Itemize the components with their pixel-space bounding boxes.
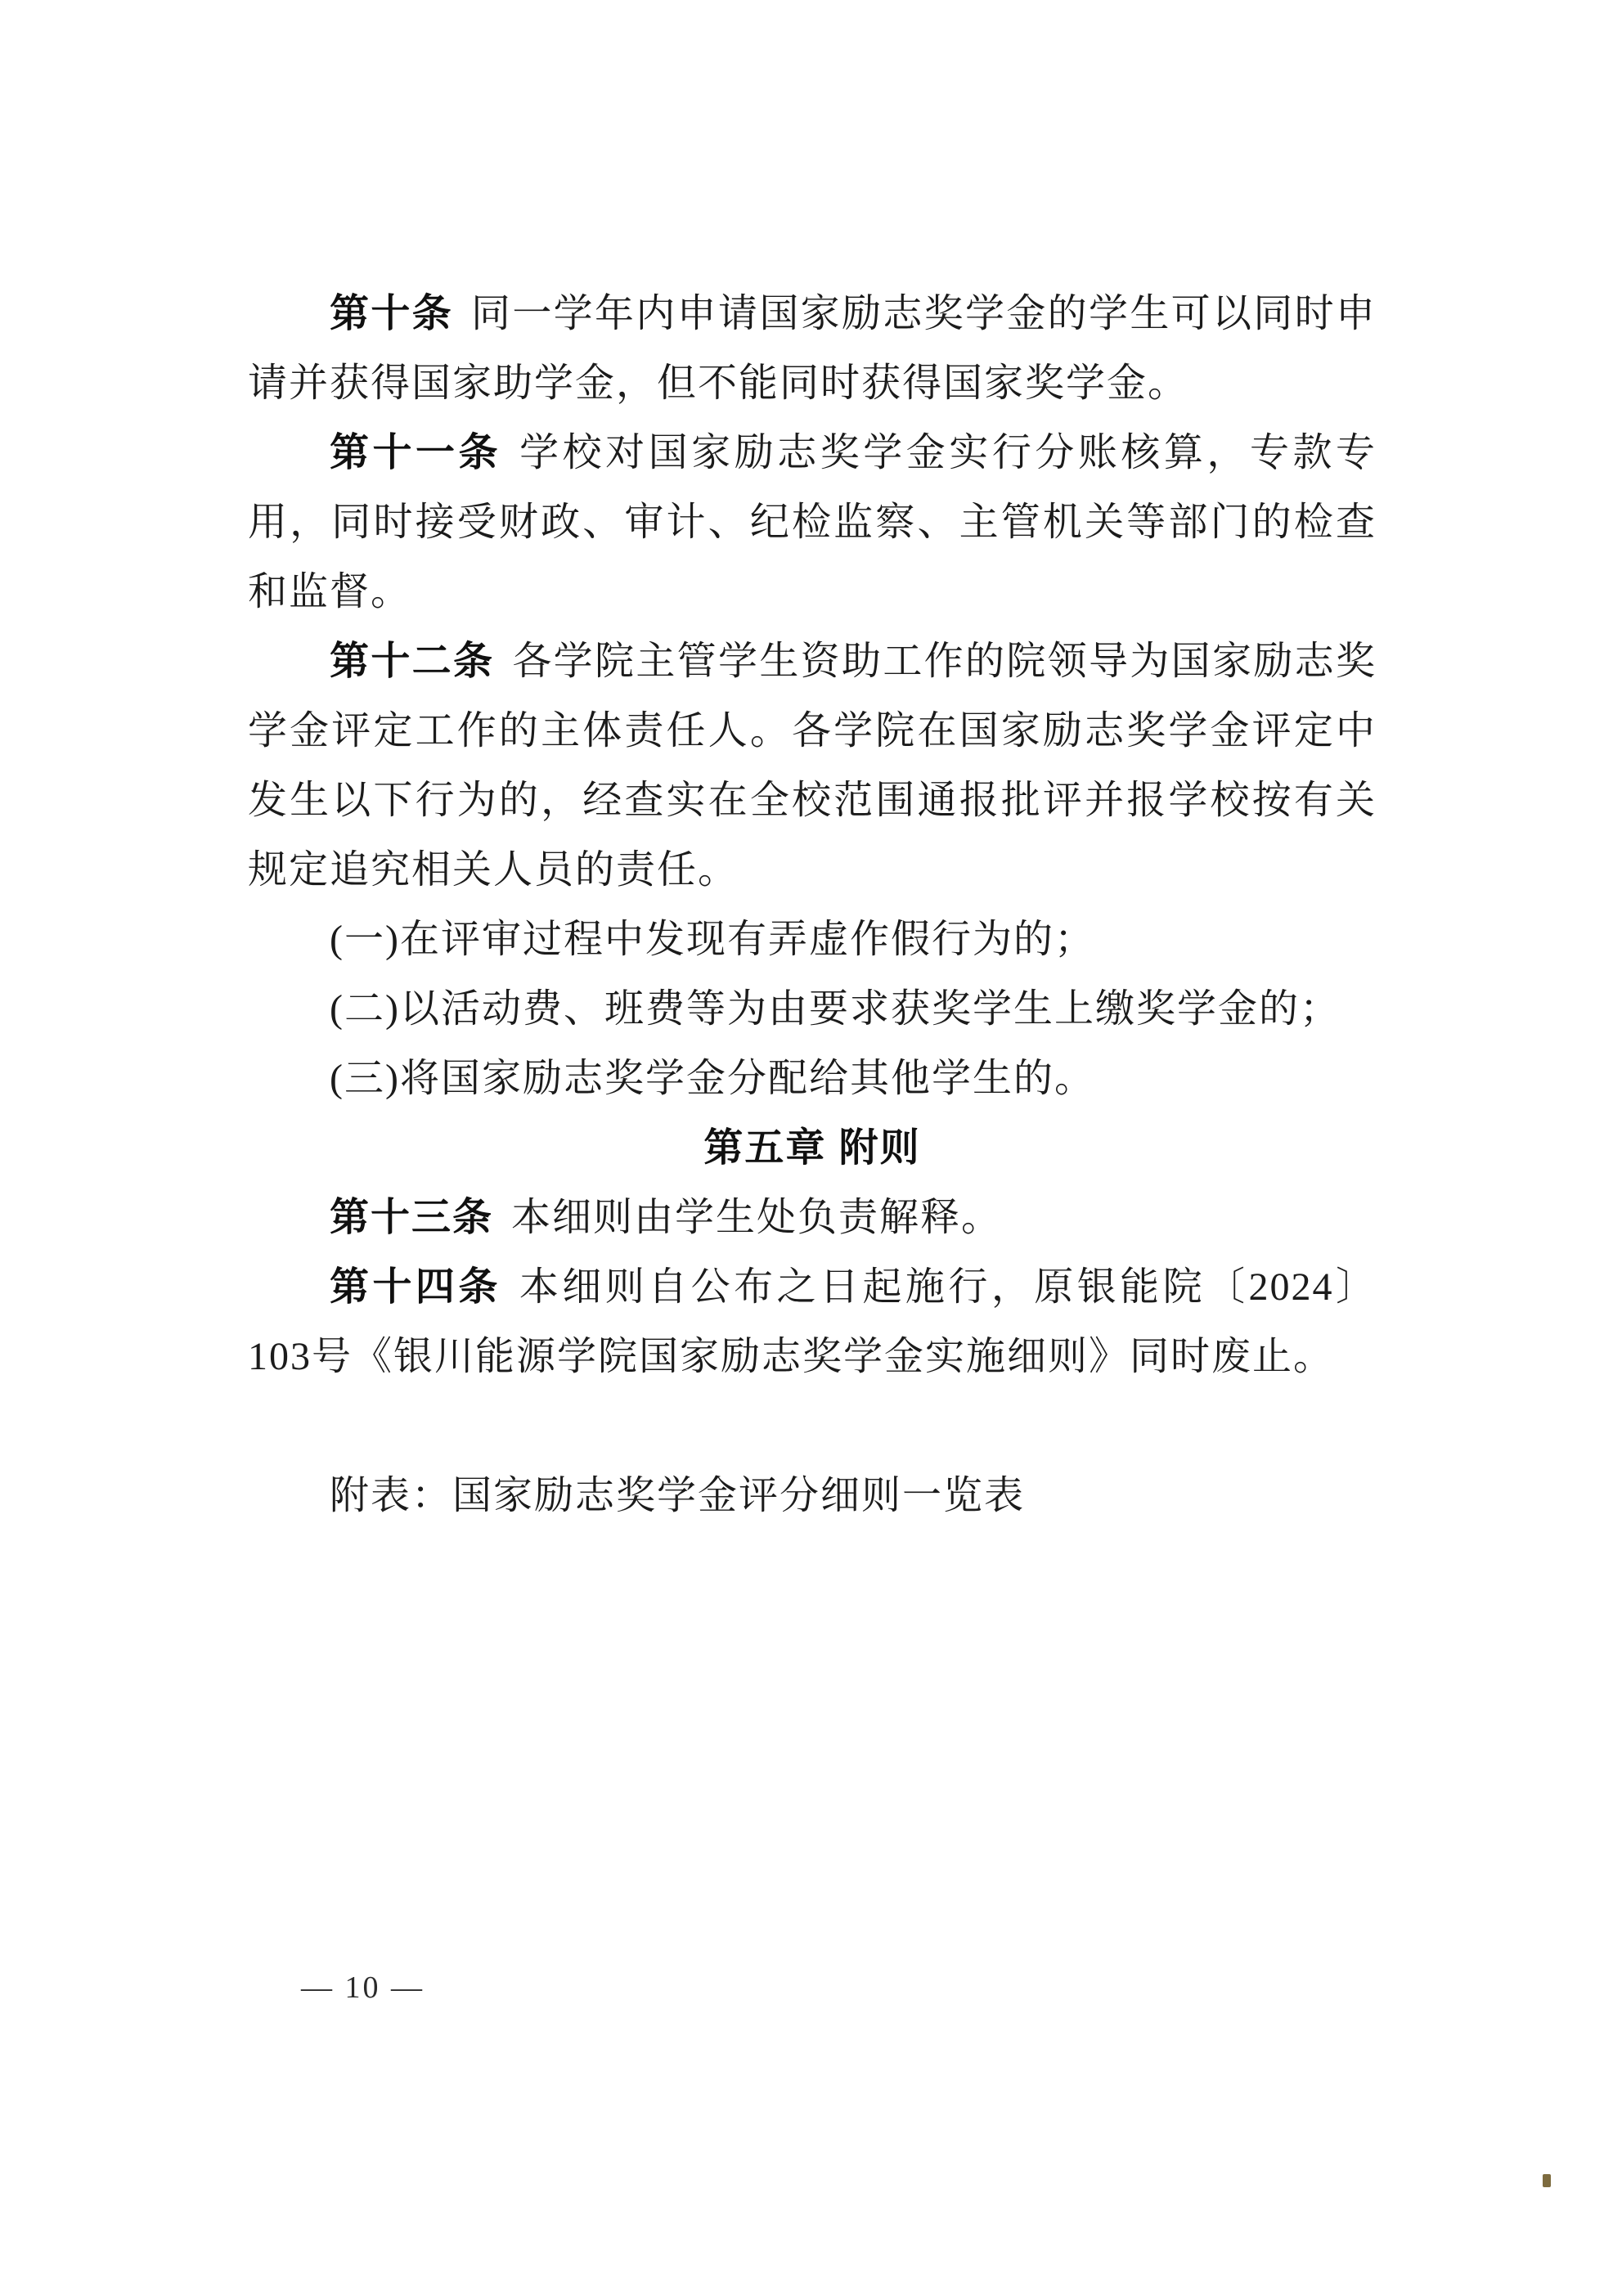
article-12-text: 各学院主管学生资助工作的院领导为国家励志奖学金评定工作的主体责任人。各学院在国家励志奖学金评定中发生以下行为的，经查实在全校范围通报批评并报学校按有关规定追究相关人员的责任。	[248, 640, 1377, 892]
article-14-text: 本细则自公布之日起施行，原银能院〔2024〕103号《银川能源学院国家励志奖学金实施细则》同时废止。	[248, 1265, 1377, 1378]
page-number: — 10 —	[301, 1970, 425, 2005]
list-item-3	[248, 1044, 1377, 1113]
article-10-paragraph	[248, 279, 1377, 418]
list-item-1	[248, 905, 1377, 974]
scan-artifact-mark	[1543, 2174, 1551, 2187]
text-block	[248, 279, 1377, 1530]
article-12-paragraph	[248, 627, 1377, 905]
article-13-number: 第十三条	[330, 1196, 494, 1239]
article-11-text: 学校对国家励志奖学金实行分账核算，专款专用，同时接受财政、审计、纪检监察、主管机关等部门的检查和监督。	[248, 431, 1377, 613]
list-item-3-text: (三)将国家励志奖学金分配给其他学生的。	[330, 1057, 1095, 1100]
article-10-text: 同一学年内申请国家励志奖学金的学生可以同时申请并获得国家助学金，但不能同时获得国家奖学金。	[248, 292, 1377, 405]
article-11-paragraph	[248, 418, 1377, 627]
article-10-number: 第十条	[330, 292, 453, 335]
attachment-note	[248, 1461, 1377, 1530]
article-12-number: 第十二条	[330, 640, 495, 683]
article-14-paragraph	[248, 1252, 1377, 1391]
chapter-heading: 第五章 附则	[703, 1126, 921, 1170]
list-item-2	[248, 974, 1377, 1044]
article-13-paragraph	[248, 1183, 1377, 1252]
article-11-number: 第十一条	[330, 431, 502, 474]
attachment-note-text: 附表：国家励志奖学金评分细则一览表	[330, 1474, 1026, 1517]
list-item-2-text: (二)以活动费、班费等为由要求获奖学生上缴奖学金的；	[330, 987, 1341, 1031]
article-13-text: 本细则由学生处负责解释。	[511, 1196, 1003, 1239]
list-item-1-text: (一)在评审过程中发现有弄虚作假行为的；	[330, 918, 1095, 961]
article-14-number: 第十四条	[330, 1265, 501, 1309]
